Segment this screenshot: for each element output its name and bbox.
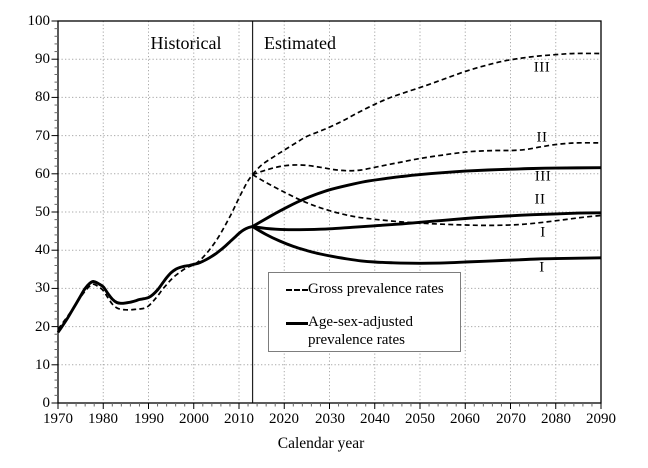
region-label-historical: Historical: [150, 33, 222, 53]
curve-label-gross-III: III: [533, 59, 551, 76]
y-tick-label-90: 90: [35, 51, 50, 67]
x-tick-label-2060: 2060: [450, 411, 480, 427]
y-tick-label-0: 0: [42, 395, 50, 411]
x-tick-label-2070: 2070: [496, 411, 526, 427]
x-tick-label-2090: 2090: [586, 411, 616, 427]
x-tick-label-2040: 2040: [360, 411, 390, 427]
x-axis-title: Calendar year: [277, 435, 365, 452]
curve-label-adjusted-III: III: [534, 168, 552, 185]
y-tick-label-20: 20: [35, 319, 50, 335]
y-tick-label-30: 30: [35, 280, 50, 296]
legend-label-gross: Gross prevalence rates: [308, 281, 444, 297]
dashed-line-sample-icon: [286, 289, 308, 291]
legend-label-adjusted: Age-sex-adjusted prevalence rates: [308, 314, 413, 348]
y-tick-label-10: 10: [35, 357, 50, 373]
x-tick-label-2030: 2030: [315, 411, 345, 427]
curve-gross-historical: [58, 175, 253, 330]
y-tick-label-50: 50: [35, 204, 50, 220]
y-tick-label-60: 60: [35, 166, 50, 182]
x-tick-label-1970: 1970: [43, 411, 73, 427]
x-tick-label-2080: 2080: [541, 411, 571, 427]
legend-item-gross: [286, 280, 460, 298]
y-tick-label-80: 80: [35, 89, 50, 105]
curve-label-gross-II: II: [536, 129, 548, 146]
x-tick-label-2010: 2010: [224, 411, 254, 427]
x-tick-label-2050: 2050: [405, 411, 435, 427]
y-tick-label-100: 100: [27, 13, 50, 29]
y-tick-label-70: 70: [35, 128, 50, 144]
x-tick-label-1980: 1980: [88, 411, 118, 427]
y-tick-label-40: 40: [35, 242, 50, 258]
region-label-estimated: Estimated: [264, 33, 336, 53]
curve-adjusted-historical: [58, 227, 253, 333]
curve-label-adjusted-II: II: [534, 191, 546, 208]
legend: [268, 272, 461, 352]
curve-adjusted-I: [253, 224, 601, 264]
x-tick-label-2020: 2020: [269, 411, 299, 427]
legend-item-adjusted: [286, 313, 460, 349]
curve-label-gross-I: I: [540, 224, 546, 241]
solid-line-sample-icon: [286, 322, 308, 325]
curve-label-adjusted-I: I: [539, 259, 545, 276]
x-tick-label-1990: 1990: [134, 411, 164, 427]
x-tick-label-2000: 2000: [179, 411, 209, 427]
